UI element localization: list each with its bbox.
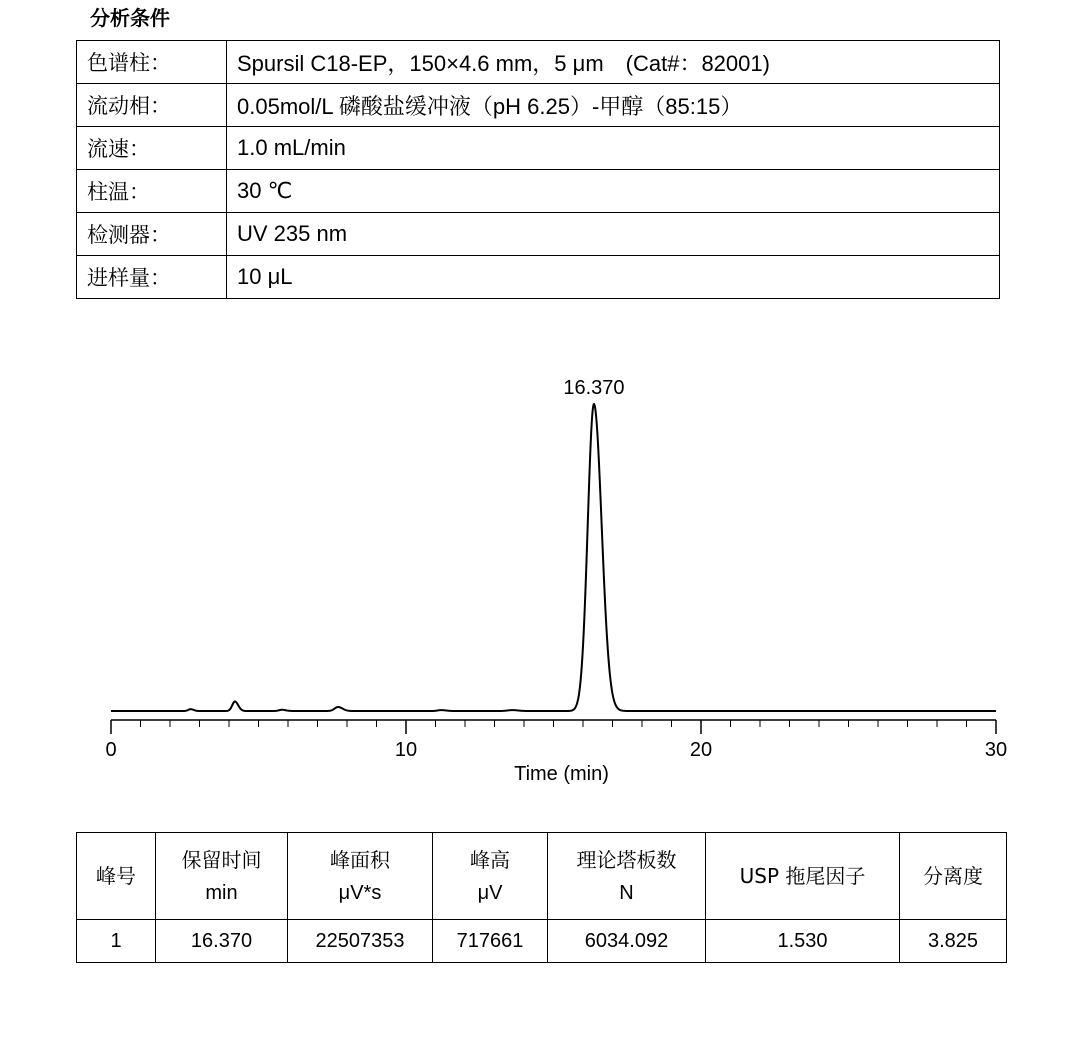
x-axis-tick-labels <box>105 739 1007 761</box>
chromatogram <box>0 360 1085 800</box>
condition-value: 0.05mol/L 磷酸盐缓冲液（pH 6.25）-甲醇（85:15） <box>227 84 1000 127</box>
results-row <box>77 920 1007 963</box>
header-line1: USP 拖尾因子 <box>739 863 866 888</box>
condition-label: 检测器： <box>77 213 227 256</box>
x-tick-label: 0 <box>105 739 117 761</box>
x-tick-label: 20 <box>689 739 713 761</box>
conditions-row <box>77 256 1000 299</box>
condition-label: 流速： <box>77 127 227 170</box>
results-header-cell <box>900 833 1007 920</box>
header-line1: 保留时间 <box>181 847 262 872</box>
condition-value: Spursil C18-EP，150×4.6 mm，5 μm (Cat#：82001) <box>227 41 1000 84</box>
condition-value: 10 μL <box>227 256 1000 299</box>
conditions-table <box>76 40 1000 299</box>
results-header-cell <box>156 833 288 920</box>
condition-value: 30 ℃ <box>227 170 1000 213</box>
conditions-row <box>77 213 1000 256</box>
section-title: 分析条件 <box>90 6 170 30</box>
condition-label: 流动相： <box>77 84 227 127</box>
chromatogram-svg <box>0 360 1085 800</box>
header-line2: μV*s <box>338 881 382 904</box>
results-cell: 22507353 <box>288 920 433 963</box>
results-cell: 1.530 <box>706 920 900 963</box>
condition-label: 进样量： <box>77 256 227 299</box>
header-line2: N <box>619 881 634 904</box>
results-header-cell <box>288 833 433 920</box>
header-line1: 峰号 <box>96 863 136 888</box>
results-table <box>76 832 1007 963</box>
peak-annotation: 16.370 <box>563 377 625 399</box>
conditions-row <box>77 41 1000 84</box>
results-cell: 3.825 <box>900 920 1007 963</box>
header-line2: μV <box>477 881 503 904</box>
header-line2: min <box>205 881 238 904</box>
results-header-cell <box>77 833 156 920</box>
results-cell: 16.370 <box>156 920 288 963</box>
results-header-row <box>77 833 1007 920</box>
header-line1: 峰高 <box>470 847 510 872</box>
results-cell: 6034.092 <box>548 920 706 963</box>
header-line1: 理论塔板数 <box>576 847 677 872</box>
results-header-cell <box>433 833 548 920</box>
chromatogram-trace <box>111 404 996 711</box>
results-header-cell <box>706 833 900 920</box>
x-axis-label: Time (min) <box>514 763 609 785</box>
results-header-cell <box>548 833 706 920</box>
results-cell: 717661 <box>433 920 548 963</box>
x-axis-ticks <box>111 720 996 734</box>
x-tick-label: 10 <box>394 739 418 761</box>
condition-value: UV 235 nm <box>227 213 1000 256</box>
conditions-row <box>77 170 1000 213</box>
header-line1: 分离度 <box>923 863 983 888</box>
results-cell: 1 <box>77 920 156 963</box>
condition-value: 1.0 mL/min <box>227 127 1000 170</box>
condition-label: 柱温： <box>77 170 227 213</box>
conditions-row <box>77 127 1000 170</box>
x-tick-label: 30 <box>984 739 1008 761</box>
header-line1: 峰面积 <box>330 847 390 872</box>
condition-label: 色谱柱： <box>77 41 227 84</box>
conditions-row <box>77 84 1000 127</box>
